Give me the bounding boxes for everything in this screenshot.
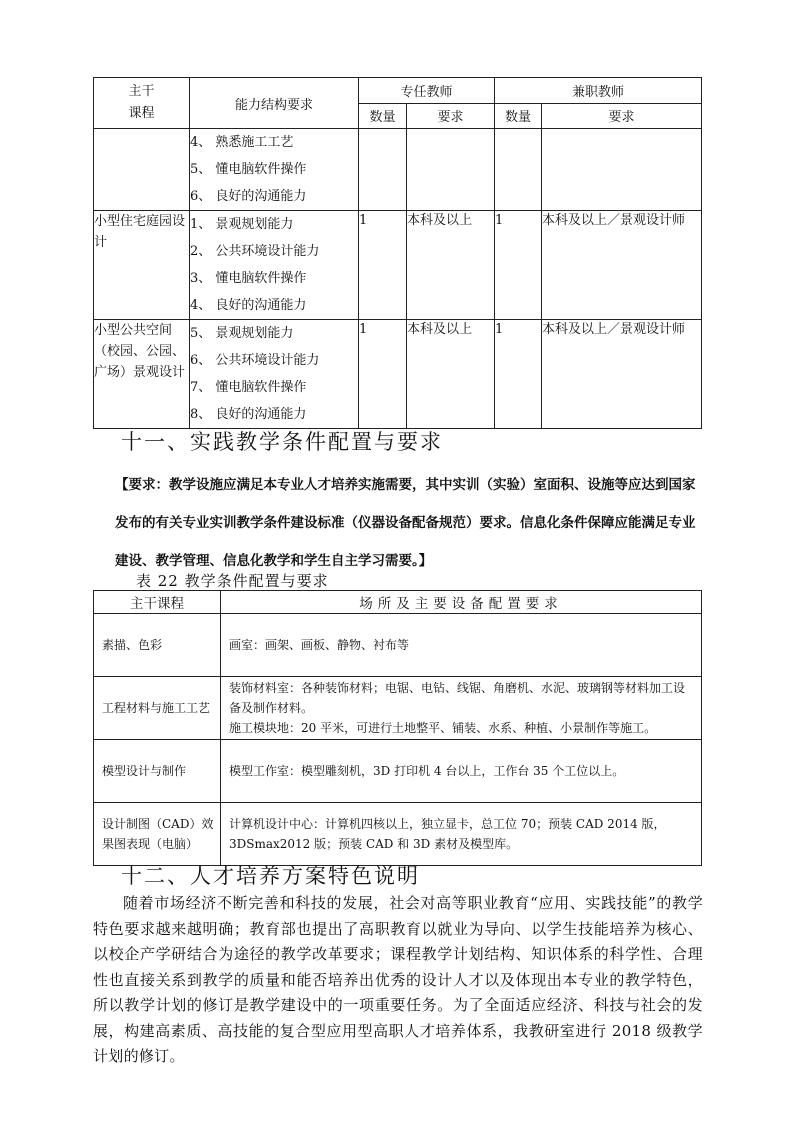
row-abilities: [190, 211, 359, 320]
equipment-line: 装饰材料室：各种装饰材料；电锯、电钻、线锯、角磨机、水泥、玻璃钢等材料加工设备及制作材料。: [229, 681, 686, 715]
table-row: [94, 677, 702, 740]
row-course: 模型设计与制作: [94, 740, 221, 803]
header-main-course: 主干课程: [94, 591, 221, 614]
ability-item: 6、 良好的沟通能力: [190, 189, 307, 204]
table-row: [94, 740, 702, 803]
section-heading-11: 十一、实践教学条件配置与要求: [121, 430, 443, 454]
header-ability: 能力结构要求: [190, 78, 359, 129]
teacher-requirements-table: [93, 77, 702, 429]
row-equipment: [221, 803, 702, 866]
requirement-note: 【要求：教学设施应满足本专业人才培养实施需要，其中实训（实验）室面积、设施等应达到国家发布的有关专业实训教学条件建设标准（仪器设备配备规范）要求。信息化条件保障应能满足专业建设、教学管理、信息化教学和学生自主学习需要。】: [115, 477, 696, 569]
row-equipment: [221, 740, 702, 803]
row-equipment: [221, 614, 702, 677]
ability-item: 4、 良好的沟通能力: [190, 298, 307, 313]
ability-item: 8、 良好的沟通能力: [190, 407, 307, 422]
row-course: 小型住宅庭园设计: [94, 211, 190, 320]
header-ft-count: 数量: [359, 103, 407, 129]
row-pt-requirement: 本科及以上／景观设计师: [542, 211, 702, 320]
equipment-line: 模型工作室：模型雕刻机，3D 打印机 4 台以上，工作台 35 个工位以上。: [229, 764, 625, 778]
ability-item: 2、 公共环境设计能力: [190, 244, 320, 259]
ability-item: 7、 懂电脑软件操作: [190, 380, 307, 395]
table-caption: 表 22 教学条件配置与要求: [136, 572, 329, 590]
ability-item: 1、 景观规划能力: [190, 217, 294, 232]
header-parttime-teacher: 兼职教师: [495, 78, 702, 104]
body-paragraph: [93, 891, 703, 1070]
equipment-line: 计算机设计中心：计算机四核以上，独立显卡，总工位 70；预装 CAD 2014 版，3DSmax2012 版；预装 CAD 和 3D 素材及模型库。: [229, 817, 666, 851]
ability-item: 3、 懂电脑软件操作: [190, 271, 307, 286]
header-ft-requirement: 要求: [407, 103, 495, 129]
table-row: [94, 211, 702, 320]
row-course: 小型公共空间（校园、公园、广场）景观设计: [94, 320, 190, 429]
row-pt-requirement: [542, 129, 702, 211]
row-pt-requirement: 本科及以上／景观设计师: [542, 320, 702, 429]
row-pt-count: 1: [495, 320, 542, 429]
row-pt-count: [495, 129, 542, 211]
paragraph-text: 随着市场经济不断完善和科技的发展，社会对高等职业教育“应用、实践技能”的教学特色要求越来越明确；教育部也提出了高职教育以就业为导向、以学生技能培养为核心、以校企产学研结合为途径的教学改革要求；课程教学计划结构、知识体系的科学性、合理性也直接关系到教学的质量和能否培养出优秀的设计人才以及体现出本专业的教学特色，所以教学计划的修订是教学建设中的一项重要任务。为了全面适应经济、科技与社会的发展，构建高素质、高技能的复合型应用型高职人才培养体系，我教研室进行 2018 级教学计划的修订。: [93, 894, 703, 1065]
row-equipment: [221, 677, 702, 740]
row-ft-count: [359, 129, 407, 211]
header-equipment: 场所及主要设备配置要求: [221, 591, 702, 614]
row-course: 设计制图（CAD）效果图表现（电脑）: [94, 803, 221, 866]
ability-item: 6、 公共环境设计能力: [190, 353, 320, 368]
row-course: 素描、色彩: [94, 614, 221, 677]
equipment-line: 施工模块地：20 平米，可进行土地整平、铺装、水系、种植、小景制作等施工。: [229, 721, 657, 735]
header-fulltime-teacher: 专任教师: [359, 78, 495, 104]
row-ft-requirement: [407, 129, 495, 211]
table-row: [94, 129, 702, 211]
row-course: 工程材料与施工工艺: [94, 677, 221, 740]
ability-item: 5、 懂电脑软件操作: [190, 162, 307, 177]
row-ft-count: 1: [359, 211, 407, 320]
row-abilities: [190, 320, 359, 429]
header-course-line1: 主干: [128, 84, 155, 99]
ability-item: 5、 景观规划能力: [190, 326, 294, 341]
row-pt-count: 1: [495, 211, 542, 320]
equipment-line: 画室：画架、画板、静物、衬布等: [229, 638, 410, 652]
section-heading-12: 十二、人才培养方案特色说明: [121, 864, 420, 888]
ability-item: 4、 熟悉施工工艺: [190, 135, 294, 150]
row-course: [94, 129, 190, 211]
teaching-conditions-table: [93, 590, 702, 866]
row-ft-count: 1: [359, 320, 407, 429]
table-row: [94, 803, 702, 866]
row-ft-requirement: 本科及以上: [407, 211, 495, 320]
header-course-line2: 课程: [128, 106, 155, 121]
header-pt-count: 数量: [495, 103, 542, 129]
table-row: [94, 320, 702, 429]
header-pt-requirement: 要求: [542, 103, 702, 129]
row-abilities: [190, 129, 359, 211]
header-course: [94, 78, 190, 129]
row-ft-requirement: 本科及以上: [407, 320, 495, 429]
table-row: [94, 614, 702, 677]
